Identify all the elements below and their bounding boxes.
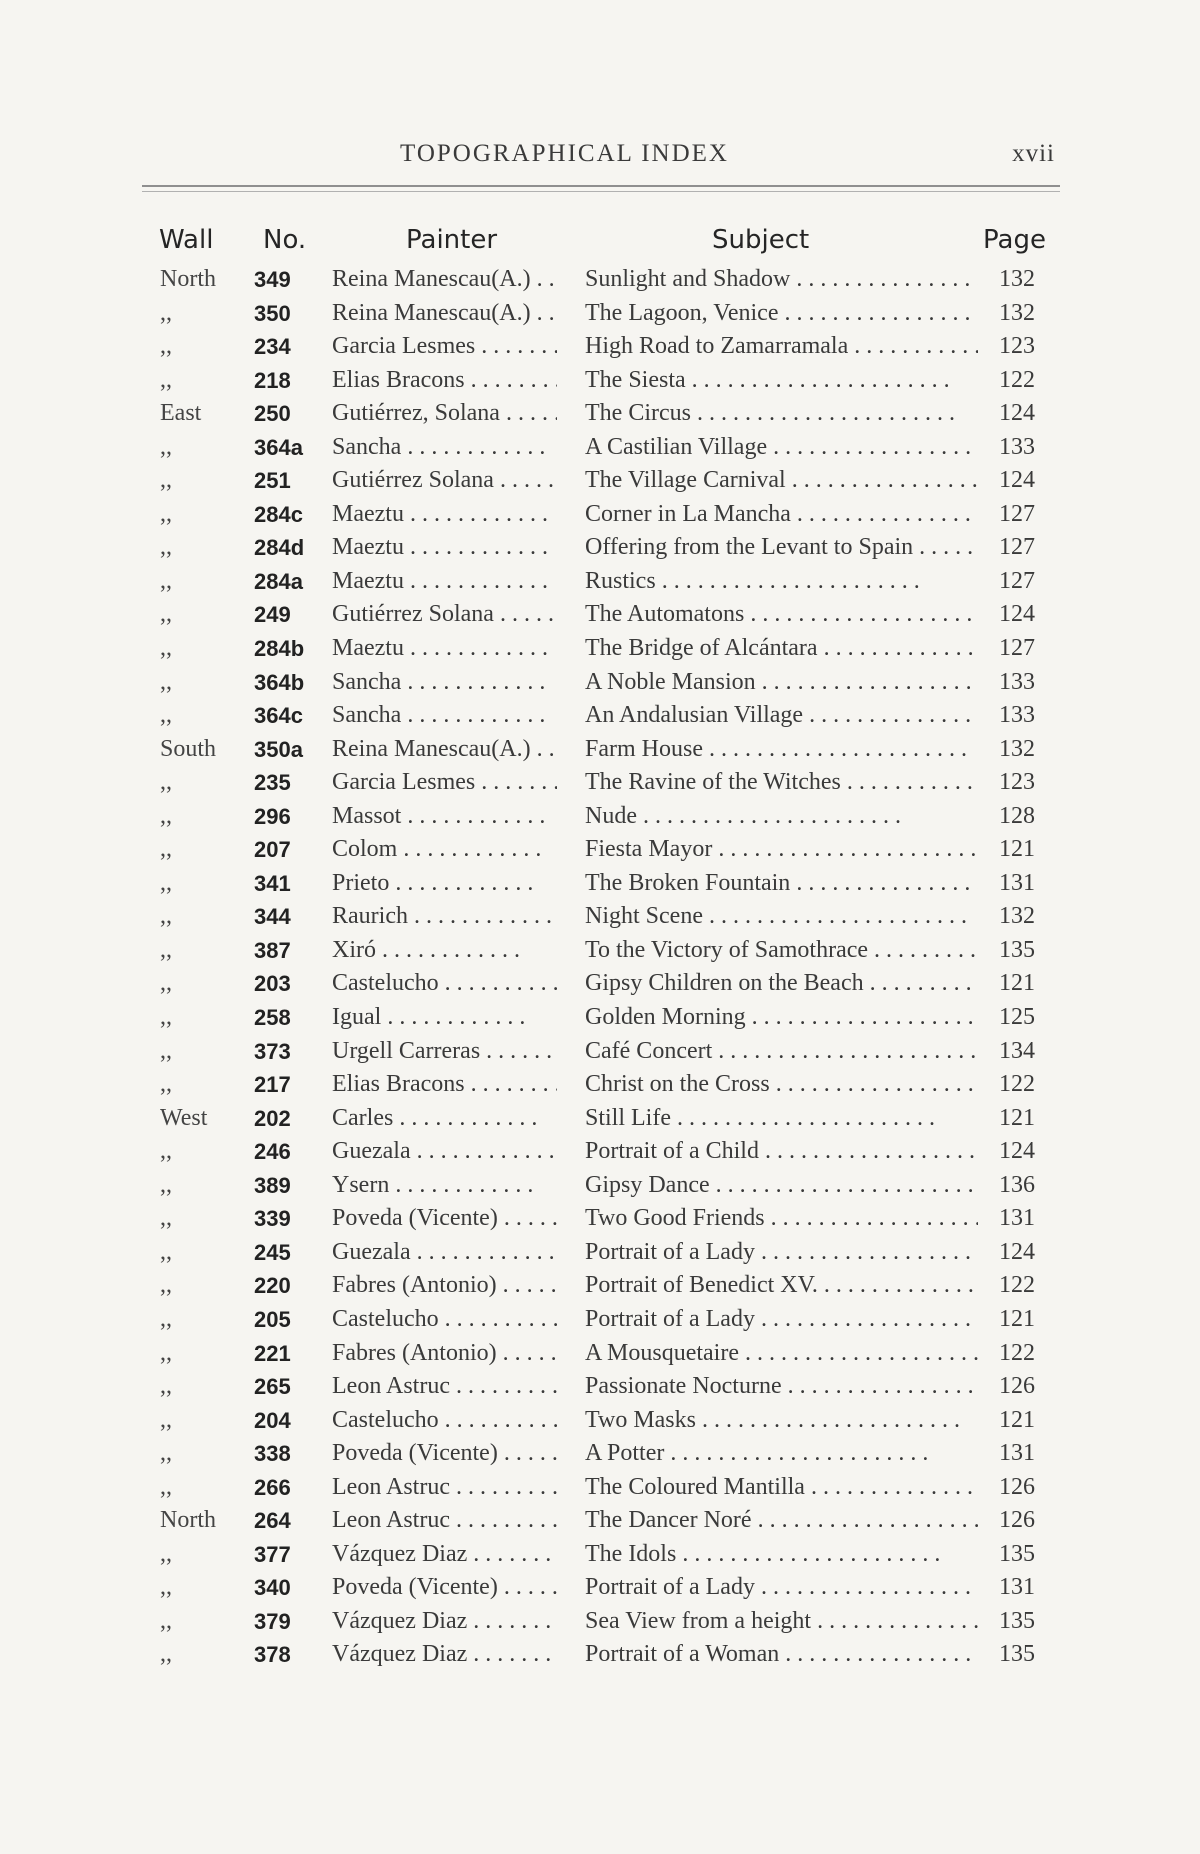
cell-page: 135 bbox=[999, 936, 1035, 963]
table-row bbox=[150, 1437, 1055, 1471]
table-row bbox=[150, 297, 1055, 331]
cell-subject: The Idols . . bbox=[585, 1538, 978, 1572]
cell-painter: Guezala . . bbox=[332, 1135, 557, 1169]
cell-painter: Vázquez Diaz . . bbox=[332, 1638, 557, 1672]
page-title: TOPOGRAPHICAL INDEX bbox=[400, 140, 729, 167]
table-row bbox=[150, 598, 1055, 632]
table-row bbox=[150, 1202, 1055, 1236]
cell-page: 125 bbox=[999, 1004, 1035, 1031]
cell-no: 250 bbox=[254, 401, 291, 427]
cell-subject: The Village Carnival . . bbox=[585, 464, 978, 498]
cell-wall: ,, bbox=[160, 366, 172, 393]
cell-wall: ,, bbox=[160, 433, 172, 460]
cell-wall: ,, bbox=[160, 1574, 172, 1601]
cell-painter: Leon Astruc . . bbox=[332, 1471, 557, 1505]
cell-wall: ,, bbox=[160, 601, 172, 628]
cell-painter: Leon Astruc . . bbox=[332, 1370, 557, 1404]
cell-page: 127 bbox=[999, 635, 1035, 662]
cell-page: 127 bbox=[999, 534, 1035, 561]
table-row bbox=[150, 1303, 1055, 1337]
cell-page: 135 bbox=[999, 1607, 1035, 1634]
cell-no: 378 bbox=[254, 1642, 291, 1668]
cell-page: 132 bbox=[999, 903, 1035, 930]
cell-wall: ,, bbox=[160, 769, 172, 796]
cell-wall: ,, bbox=[160, 1406, 172, 1433]
cell-painter: Ysern . . bbox=[332, 1169, 557, 1203]
cell-painter: Castelucho . . bbox=[332, 967, 557, 1001]
table-row bbox=[150, 1269, 1055, 1303]
cell-no: 284d bbox=[254, 535, 305, 561]
cell-wall: ,, bbox=[160, 836, 172, 863]
cell-page: 122 bbox=[999, 1339, 1035, 1366]
cell-page: 127 bbox=[999, 567, 1035, 594]
cell-subject: Portrait of a Lady . . bbox=[585, 1303, 978, 1337]
cell-wall: ,, bbox=[160, 1373, 172, 1400]
cell-no: 204 bbox=[254, 1407, 291, 1433]
cell-wall: ,, bbox=[160, 970, 172, 997]
cell-no: 339 bbox=[254, 1206, 291, 1232]
cell-painter: Fabres (Antonio) . . bbox=[332, 1337, 557, 1371]
cell-subject: The Siesta . . bbox=[585, 364, 978, 398]
cell-painter: Sancha . . bbox=[332, 666, 557, 700]
cell-wall: ,, bbox=[160, 635, 172, 662]
cell-wall: ,, bbox=[160, 1071, 172, 1098]
cell-painter: Prieto . . bbox=[332, 867, 557, 901]
cell-painter: Carles . . bbox=[332, 1102, 557, 1136]
cell-page: 131 bbox=[999, 1574, 1035, 1601]
cell-page: 131 bbox=[999, 869, 1035, 896]
table-row bbox=[150, 498, 1055, 532]
cell-wall: ,, bbox=[160, 668, 172, 695]
column-header-painter: Painter bbox=[406, 225, 498, 255]
table-row bbox=[150, 263, 1055, 297]
cell-wall: ,, bbox=[160, 936, 172, 963]
cell-subject: Christ on the Cross . . bbox=[585, 1068, 978, 1102]
table-row bbox=[150, 967, 1055, 1001]
cell-subject: Farm House . . bbox=[585, 733, 978, 767]
cell-wall: ,, bbox=[160, 1171, 172, 1198]
cell-subject: Portrait of a Lady . . bbox=[585, 1571, 978, 1605]
table-row bbox=[150, 1169, 1055, 1203]
cell-no: 338 bbox=[254, 1441, 291, 1467]
cell-page: 126 bbox=[999, 1473, 1035, 1500]
cell-subject: The Ravine of the Witches . . bbox=[585, 766, 978, 800]
cell-subject: A Mousquetaire . . bbox=[585, 1337, 978, 1371]
cell-painter: Gutiérrez, Solana . . bbox=[332, 397, 557, 431]
header-rule-top bbox=[142, 185, 1060, 187]
column-header-wall: Wall bbox=[159, 225, 214, 255]
cell-wall: ,, bbox=[160, 467, 172, 494]
cell-wall: ,, bbox=[160, 1205, 172, 1232]
cell-subject: Offering from the Levant to Spain . . bbox=[585, 531, 978, 565]
cell-subject: Portrait of a Woman . . bbox=[585, 1638, 978, 1672]
cell-page: 132 bbox=[999, 299, 1035, 326]
cell-subject: A Castilian Village . . bbox=[585, 431, 978, 465]
cell-no: 207 bbox=[254, 837, 291, 863]
cell-subject: Sea View from a height . . bbox=[585, 1605, 978, 1639]
cell-no: 284a bbox=[254, 568, 303, 594]
table-row bbox=[150, 1035, 1055, 1069]
cell-page: 121 bbox=[999, 1104, 1035, 1131]
table-row bbox=[150, 1638, 1055, 1672]
cell-subject: Passionate Nocturne . . bbox=[585, 1370, 978, 1404]
cell-no: 350a bbox=[254, 736, 303, 762]
cell-subject: Corner in La Mancha . . bbox=[585, 498, 978, 532]
cell-subject: Rustics . . bbox=[585, 565, 978, 599]
cell-no: 350 bbox=[254, 300, 291, 326]
cell-page: 123 bbox=[999, 333, 1035, 360]
table-row bbox=[150, 632, 1055, 666]
column-header-page: Page bbox=[983, 225, 1046, 255]
cell-painter: Raurich . . bbox=[332, 900, 557, 934]
cell-wall: East bbox=[160, 400, 202, 427]
cell-page: 122 bbox=[999, 1071, 1035, 1098]
cell-painter: Vázquez Diaz . . bbox=[332, 1538, 557, 1572]
table-row bbox=[150, 364, 1055, 398]
cell-painter: Maeztu . . bbox=[332, 498, 557, 532]
cell-painter: Castelucho . . bbox=[332, 1404, 557, 1438]
cell-subject: Nude . . bbox=[585, 800, 978, 834]
cell-painter: Maeztu . . bbox=[332, 565, 557, 599]
cell-subject: Two Masks . . bbox=[585, 1404, 978, 1438]
cell-subject: The Broken Fountain . . bbox=[585, 867, 978, 901]
cell-page: 135 bbox=[999, 1641, 1035, 1668]
cell-wall: ,, bbox=[160, 534, 172, 561]
cell-wall: ,, bbox=[160, 1473, 172, 1500]
cell-page: 122 bbox=[999, 366, 1035, 393]
table-row bbox=[150, 1504, 1055, 1538]
table-row bbox=[150, 431, 1055, 465]
cell-subject: Night Scene . . bbox=[585, 900, 978, 934]
header-rule-bottom bbox=[142, 191, 1060, 192]
cell-wall: ,, bbox=[160, 1238, 172, 1265]
cell-wall: ,, bbox=[160, 1305, 172, 1332]
table-row bbox=[150, 1068, 1055, 1102]
cell-page: 126 bbox=[999, 1373, 1035, 1400]
cell-wall: ,, bbox=[160, 1607, 172, 1634]
table-row bbox=[150, 1001, 1055, 1035]
table-row bbox=[150, 699, 1055, 733]
cell-no: 364b bbox=[254, 669, 305, 695]
cell-painter: Sancha . . bbox=[332, 699, 557, 733]
cell-painter: Urgell Carreras . . bbox=[332, 1035, 557, 1069]
table-row bbox=[150, 766, 1055, 800]
table-row bbox=[150, 934, 1055, 968]
table-row bbox=[150, 1236, 1055, 1270]
cell-painter: Reina Manescau(A.) . . bbox=[332, 263, 557, 297]
table-row bbox=[150, 1404, 1055, 1438]
cell-no: 379 bbox=[254, 1608, 291, 1634]
cell-page: 134 bbox=[999, 1037, 1035, 1064]
cell-wall: ,, bbox=[160, 1540, 172, 1567]
cell-no: 218 bbox=[254, 367, 291, 393]
cell-no: 387 bbox=[254, 937, 291, 963]
cell-subject: The Circus . . bbox=[585, 397, 978, 431]
cell-wall: ,, bbox=[160, 500, 172, 527]
cell-painter: Sancha . . bbox=[332, 431, 557, 465]
cell-page: 131 bbox=[999, 1440, 1035, 1467]
cell-wall: ,, bbox=[160, 702, 172, 729]
cell-no: 205 bbox=[254, 1306, 291, 1332]
cell-subject: Sunlight and Shadow . . bbox=[585, 263, 978, 297]
cell-painter: Elias Bracons . . bbox=[332, 364, 557, 398]
table-row bbox=[150, 800, 1055, 834]
cell-painter: Garcia Lesmes . . bbox=[332, 330, 557, 364]
cell-no: 364a bbox=[254, 434, 303, 460]
cell-painter: Castelucho . . bbox=[332, 1303, 557, 1337]
cell-wall: South bbox=[160, 735, 217, 762]
cell-page: 136 bbox=[999, 1171, 1035, 1198]
cell-page: 121 bbox=[999, 1305, 1035, 1332]
cell-page: 121 bbox=[999, 1406, 1035, 1433]
page-number: xvii bbox=[1012, 140, 1055, 167]
cell-no: 284c bbox=[254, 501, 303, 527]
cell-no: 340 bbox=[254, 1575, 291, 1601]
cell-wall: ,, bbox=[160, 1272, 172, 1299]
table-row bbox=[150, 733, 1055, 767]
cell-page: 124 bbox=[999, 467, 1035, 494]
page-header bbox=[150, 140, 1055, 180]
cell-wall: ,, bbox=[160, 903, 172, 930]
cell-wall: ,, bbox=[160, 1138, 172, 1165]
cell-subject: Two Good Friends . . bbox=[585, 1202, 978, 1236]
cell-painter: Reina Manescau(A.) . . bbox=[332, 733, 557, 767]
cell-painter: Reina Manescau(A.) . . bbox=[332, 297, 557, 331]
cell-wall: ,, bbox=[160, 333, 172, 360]
cell-no: 220 bbox=[254, 1273, 291, 1299]
table-row bbox=[150, 1337, 1055, 1371]
cell-no: 234 bbox=[254, 334, 291, 360]
cell-no: 203 bbox=[254, 971, 291, 997]
cell-page: 132 bbox=[999, 266, 1035, 292]
table-row bbox=[150, 867, 1055, 901]
cell-subject: Café Concert . . bbox=[585, 1035, 978, 1069]
table-row bbox=[150, 1102, 1055, 1136]
table-row bbox=[150, 565, 1055, 599]
cell-page: 121 bbox=[999, 836, 1035, 863]
cell-page: 122 bbox=[999, 1272, 1035, 1299]
cell-page: 126 bbox=[999, 1507, 1035, 1534]
cell-no: 265 bbox=[254, 1374, 291, 1400]
cell-wall: ,, bbox=[160, 299, 172, 326]
cell-page: 123 bbox=[999, 769, 1035, 796]
table-row bbox=[150, 1370, 1055, 1404]
cell-no: 235 bbox=[254, 770, 291, 796]
cell-no: 373 bbox=[254, 1038, 291, 1064]
cell-painter: Guezala . . bbox=[332, 1236, 557, 1270]
cell-page: 131 bbox=[999, 1205, 1035, 1232]
table-row bbox=[150, 1471, 1055, 1505]
index-table-header bbox=[150, 225, 1055, 261]
cell-subject: The Automatons . . bbox=[585, 598, 978, 632]
cell-no: 245 bbox=[254, 1239, 291, 1265]
cell-wall: North bbox=[160, 1507, 216, 1534]
cell-no: 249 bbox=[254, 602, 291, 628]
cell-no: 349 bbox=[254, 267, 291, 292]
cell-painter: Leon Astruc . . bbox=[332, 1504, 557, 1538]
cell-painter: Massot . . bbox=[332, 800, 557, 834]
cell-wall: ,, bbox=[160, 802, 172, 829]
column-header-no: No. bbox=[263, 225, 307, 255]
cell-page: 132 bbox=[999, 735, 1035, 762]
table-row bbox=[150, 531, 1055, 565]
table-row bbox=[150, 330, 1055, 364]
cell-painter: Vázquez Diaz . . bbox=[332, 1605, 557, 1639]
cell-subject: A Noble Mansion . . bbox=[585, 666, 978, 700]
cell-wall: ,, bbox=[160, 1004, 172, 1031]
cell-no: 344 bbox=[254, 904, 291, 930]
cell-wall: ,, bbox=[160, 1641, 172, 1668]
table-row bbox=[150, 1605, 1055, 1639]
cell-no: 258 bbox=[254, 1005, 291, 1031]
cell-wall: ,, bbox=[160, 1339, 172, 1366]
cell-no: 246 bbox=[254, 1139, 291, 1165]
cell-painter: Maeztu . . bbox=[332, 531, 557, 565]
cell-subject: High Road to Zamarramala . . bbox=[585, 330, 978, 364]
cell-subject: The Bridge of Alcántara . . bbox=[585, 632, 978, 666]
cell-no: 266 bbox=[254, 1474, 291, 1500]
cell-page: 133 bbox=[999, 668, 1035, 695]
column-header-subject: Subject bbox=[712, 225, 810, 255]
cell-no: 221 bbox=[254, 1340, 291, 1366]
cell-page: 133 bbox=[999, 433, 1035, 460]
cell-no: 389 bbox=[254, 1172, 291, 1198]
cell-subject: To the Victory of Samothrace . . bbox=[585, 934, 978, 968]
cell-subject: The Coloured Mantilla . . bbox=[585, 1471, 978, 1505]
cell-painter: Poveda (Vicente) . . bbox=[332, 1202, 557, 1236]
cell-painter: Colom . . bbox=[332, 833, 557, 867]
table-row bbox=[150, 833, 1055, 867]
cell-page: 124 bbox=[999, 1138, 1035, 1165]
cell-wall: West bbox=[160, 1104, 208, 1131]
cell-no: 364c bbox=[254, 703, 303, 729]
cell-wall: ,, bbox=[160, 567, 172, 594]
table-row bbox=[150, 1135, 1055, 1169]
cell-page: 127 bbox=[999, 500, 1035, 527]
cell-painter: Poveda (Vicente) . . bbox=[332, 1437, 557, 1471]
cell-painter: Poveda (Vicente) . . bbox=[332, 1571, 557, 1605]
cell-subject: Still Life . . bbox=[585, 1102, 978, 1136]
cell-painter: Maeztu . . bbox=[332, 632, 557, 666]
cell-painter: Xiró . . bbox=[332, 934, 557, 968]
cell-page: 124 bbox=[999, 601, 1035, 628]
table-row bbox=[150, 900, 1055, 934]
cell-subject: Portrait of Benedict XV. . . bbox=[585, 1269, 978, 1303]
cell-subject: An Andalusian Village . . bbox=[585, 699, 978, 733]
cell-wall: ,, bbox=[160, 1440, 172, 1467]
cell-page: 133 bbox=[999, 702, 1035, 729]
table-row bbox=[150, 666, 1055, 700]
cell-painter: Igual . . bbox=[332, 1001, 557, 1035]
cell-wall: ,, bbox=[160, 1037, 172, 1064]
cell-subject: A Potter . . bbox=[585, 1437, 978, 1471]
cell-subject: The Lagoon, Venice . . bbox=[585, 297, 978, 331]
cell-painter: Garcia Lesmes . . bbox=[332, 766, 557, 800]
table-row bbox=[150, 397, 1055, 431]
cell-subject: Gipsy Children on the Beach . . bbox=[585, 967, 978, 1001]
table-row bbox=[150, 1538, 1055, 1572]
cell-page: 124 bbox=[999, 1238, 1035, 1265]
cell-wall: North bbox=[160, 266, 216, 292]
cell-no: 296 bbox=[254, 803, 291, 829]
cell-painter: Fabres (Antonio) . . bbox=[332, 1269, 557, 1303]
cell-painter: Gutiérrez Solana . . bbox=[332, 464, 557, 498]
cell-page: 135 bbox=[999, 1540, 1035, 1567]
cell-page: 124 bbox=[999, 400, 1035, 427]
cell-subject: Fiesta Mayor . . bbox=[585, 833, 978, 867]
cell-no: 251 bbox=[254, 468, 291, 494]
cell-page: 128 bbox=[999, 802, 1035, 829]
cell-subject: Golden Morning . . bbox=[585, 1001, 978, 1035]
cell-no: 377 bbox=[254, 1541, 291, 1567]
cell-no: 264 bbox=[254, 1508, 291, 1534]
cell-wall: ,, bbox=[160, 869, 172, 896]
table-row bbox=[150, 464, 1055, 498]
cell-subject: The Dancer Noré . . bbox=[585, 1504, 978, 1538]
cell-no: 284b bbox=[254, 636, 305, 662]
cell-no: 217 bbox=[254, 1072, 291, 1098]
cell-no: 202 bbox=[254, 1105, 291, 1131]
cell-subject: Portrait of a Child . . bbox=[585, 1135, 978, 1169]
cell-subject: Gipsy Dance . . bbox=[585, 1169, 978, 1203]
table-row bbox=[150, 1571, 1055, 1605]
index-table-body bbox=[150, 263, 1055, 1672]
cell-page: 121 bbox=[999, 970, 1035, 997]
cell-painter: Gutiérrez Solana . . bbox=[332, 598, 557, 632]
cell-no: 341 bbox=[254, 870, 291, 896]
cell-subject: Portrait of a Lady . . bbox=[585, 1236, 978, 1270]
cell-painter: Elias Bracons . . bbox=[332, 1068, 557, 1102]
